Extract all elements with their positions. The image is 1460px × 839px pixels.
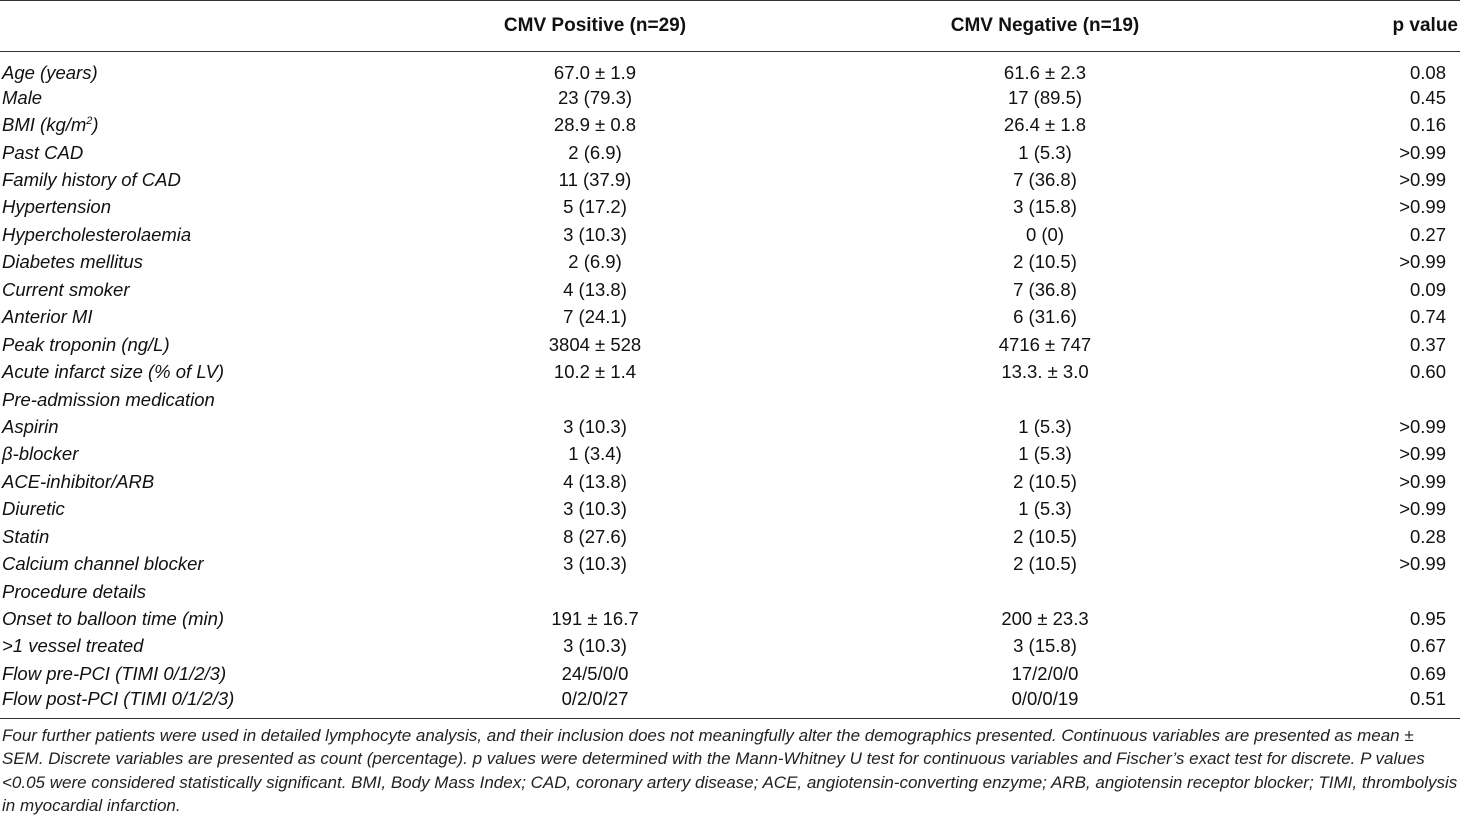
cmv-positive-value: 28.9 ± 0.8 <box>553 114 637 136</box>
cmv-positive-value: 5 (17.2) <box>563 196 627 218</box>
table-row <box>0 413 1460 440</box>
cmv-positive-value: 3 (10.3) <box>563 635 627 657</box>
table-row <box>0 358 1460 385</box>
row-label: β-blocker <box>2 443 79 465</box>
row-label: BMI $(kg/m^2)$ <box>2 114 99 136</box>
row-label: Peak troponin (ng/L) <box>2 333 170 355</box>
p-value: 0.16 <box>1409 114 1446 136</box>
cmv-positive-value: 4 (13.8) <box>563 470 627 492</box>
p-value: 0.08 <box>1409 62 1446 83</box>
cmv-negative-value: 1 (5.3) <box>1018 498 1072 520</box>
header-p-value: p value <box>1300 1 1460 52</box>
p-value: 0.27 <box>1409 223 1446 245</box>
p-value <box>1300 578 1460 605</box>
table-row <box>0 605 1460 632</box>
p-value: >0.99 <box>1399 470 1446 492</box>
p-value: 0.95 <box>1409 608 1446 630</box>
p-value: 0.69 <box>1409 662 1446 684</box>
p-value: 0.09 <box>1409 278 1446 300</box>
cmv-positive-value: 3 (10.3) <box>563 415 627 437</box>
cmv-negative-value: 2 (10.5) <box>1013 553 1077 575</box>
p-value: 0.28 <box>1409 525 1446 547</box>
cmv-negative-value: 3 (15.8) <box>1013 196 1077 218</box>
cmv-positive-value: 0/2/0/27 <box>561 687 629 709</box>
cmv-positive-value <box>400 386 790 413</box>
cmv-negative-value: 17 (89.5) <box>1007 86 1083 108</box>
cmv-negative-value: 0 (0) <box>1025 223 1065 245</box>
cmv-negative-value <box>790 578 1300 605</box>
cmv-negative-value: 7 (36.8) <box>1013 278 1077 300</box>
header-cmv-positive: CMV Positive (n=29) <box>400 1 790 52</box>
cmv-negative-value <box>790 386 1300 413</box>
cmv-positive-value: 10.2 ± 1.4 <box>553 361 637 383</box>
row-label: Current smoker <box>2 278 130 300</box>
cmv-positive-value: 3 (10.3) <box>563 553 627 575</box>
row-label: Calcium channel blocker <box>2 553 204 575</box>
table-body <box>0 52 1460 718</box>
cmv-positive-value <box>400 578 790 605</box>
cmv-negative-value: 26.4 ± 1.8 <box>1003 114 1087 136</box>
cmv-negative-value: 2 (10.5) <box>1013 525 1077 547</box>
cmv-negative-value: 1 (5.3) <box>1018 443 1072 465</box>
table-row <box>0 633 1460 660</box>
row-label: Flow pre-PCI (TIMI 0/1/2/3) <box>2 662 227 684</box>
table-footnote: Four further patients were used in detailed lymphocyte analysis, and their inclusion does not meaningfully alter the demographics presented. Continuous variables are presented as mean ± SEM. Discrete variables are presented as count (percentage). p values were determined with the Mann-Whitney U test for continuous variables and Fischer’s exact test for discrete. P values <0.05 were considered statistically significant. BMI, Body Mass Index; CAD, coronary artery disease; ACE, angiotensin-converting enzyme; ARB, angiotensin receptor blocker; TIMI, thrombolysis in myocardial infarction. <box>2 725 1458 816</box>
table-row <box>0 166 1460 193</box>
cmv-negative-value: 0/0/0/19 <box>1011 687 1079 709</box>
cmv-negative-value: 1 (5.3) <box>1018 415 1072 437</box>
header-label <box>0 1 400 52</box>
cmv-positive-value: 4 (13.8) <box>563 278 627 300</box>
row-label: Hypertension <box>2 196 112 218</box>
cmv-positive-value: 2 (6.9) <box>568 141 622 163</box>
table-row <box>0 304 1460 331</box>
table-row <box>0 688 1460 718</box>
row-label: Diabetes mellitus <box>2 251 143 273</box>
cmv-positive-value: 11 (37.9) <box>558 169 632 191</box>
cmv-negative-value: 61.6 ± 2.3 <box>1003 62 1087 83</box>
row-label: Male <box>2 86 43 108</box>
cmv-negative-value: 4716 ± 747 <box>998 333 1092 355</box>
table-row <box>0 578 1460 605</box>
table-row <box>0 84 1460 111</box>
row-label: ACE-inhibitor/ARB <box>2 470 155 492</box>
cmv-negative-value: 13.3. ± 3.0 <box>1001 361 1089 383</box>
row-label: Statin <box>2 525 50 547</box>
p-value: >0.99 <box>1399 553 1446 575</box>
p-value: >0.99 <box>1399 415 1446 437</box>
row-label: Anterior MI <box>2 306 93 328</box>
row-label: Pre-admission medication <box>2 388 215 410</box>
p-value: >0.99 <box>1399 141 1446 163</box>
cmv-negative-value: 17/2/0/0 <box>1011 662 1079 684</box>
table-row <box>0 52 1460 85</box>
cmv-negative-value: 2 (10.5) <box>1013 470 1077 492</box>
row-label: Diuretic <box>2 498 65 520</box>
cmv-positive-value: 3804 ± 528 <box>548 333 642 355</box>
table-row <box>0 194 1460 221</box>
table-row <box>0 331 1460 358</box>
cmv-positive-value: 3 (10.3) <box>563 498 627 520</box>
cmv-positive-value: 7 (24.1) <box>563 306 627 328</box>
table-row <box>0 276 1460 303</box>
p-value: 0.67 <box>1409 635 1446 657</box>
table-header <box>0 1 1460 52</box>
table-row <box>0 550 1460 577</box>
row-label: Family history of CAD <box>2 169 181 191</box>
cmv-negative-value: 7 (36.8) <box>1013 169 1077 191</box>
cmv-negative-value: 3 (15.8) <box>1013 635 1077 657</box>
cmv-negative-value: 1 (5.3) <box>1018 141 1072 163</box>
cmv-positive-value: 24/5/0/0 <box>561 662 629 684</box>
row-label: Aspirin <box>2 415 59 437</box>
p-value: 0.74 <box>1409 306 1446 328</box>
cmv-positive-value: 1 (3.4) <box>568 443 622 465</box>
row-label: Onset to balloon time (min) <box>2 608 225 630</box>
p-value: 0.60 <box>1409 361 1446 383</box>
table-row <box>0 221 1460 248</box>
row-label: Procedure details <box>2 580 146 602</box>
table-row <box>0 139 1460 166</box>
cmv-positive-value: 2 (6.9) <box>568 251 622 273</box>
cmv-positive-value: 3 (10.3) <box>563 223 627 245</box>
row-label: Age (years) <box>2 62 98 83</box>
cmv-positive-value: 23 (79.3) <box>557 86 633 108</box>
p-value: >0.99 <box>1399 196 1446 218</box>
table-row <box>0 441 1460 468</box>
cmv-positive-value: 67.0 ± 1.9 <box>553 62 637 83</box>
cmv-positive-value: 191 ± 16.7 <box>551 608 639 630</box>
row-label: >1 vessel treated <box>2 635 144 657</box>
row-label: Flow post-PCI (TIMI 0/1/2/3) <box>2 687 235 709</box>
p-value: 0.45 <box>1409 86 1446 108</box>
p-value: >0.99 <box>1399 251 1446 273</box>
cmv-negative-value: 2 (10.5) <box>1013 251 1077 273</box>
p-value: 0.51 <box>1409 687 1446 709</box>
p-value: 0.37 <box>1409 333 1446 355</box>
cmv-positive-value: 8 (27.6) <box>563 525 627 547</box>
header-row <box>0 1 1460 52</box>
p-value: >0.99 <box>1399 443 1446 465</box>
table-row <box>0 496 1460 523</box>
table-row <box>0 111 1460 138</box>
cmv-negative-value: 6 (31.6) <box>1013 306 1077 328</box>
cmv-negative-value: 200 ± 23.3 <box>1001 608 1089 630</box>
row-label: Hypercholesterolaemia <box>2 223 192 245</box>
table-row <box>0 386 1460 413</box>
header-cmv-negative: CMV Negative (n=19) <box>790 1 1300 52</box>
p-value <box>1300 386 1460 413</box>
row-label: Acute infarct size (% of LV) <box>2 361 225 383</box>
row-label: Past CAD <box>2 141 84 163</box>
p-value: >0.99 <box>1399 498 1446 520</box>
table-row <box>0 468 1460 495</box>
table-row <box>0 249 1460 276</box>
p-value: >0.99 <box>1399 169 1446 191</box>
table-row <box>0 523 1460 550</box>
table-row <box>0 660 1460 687</box>
